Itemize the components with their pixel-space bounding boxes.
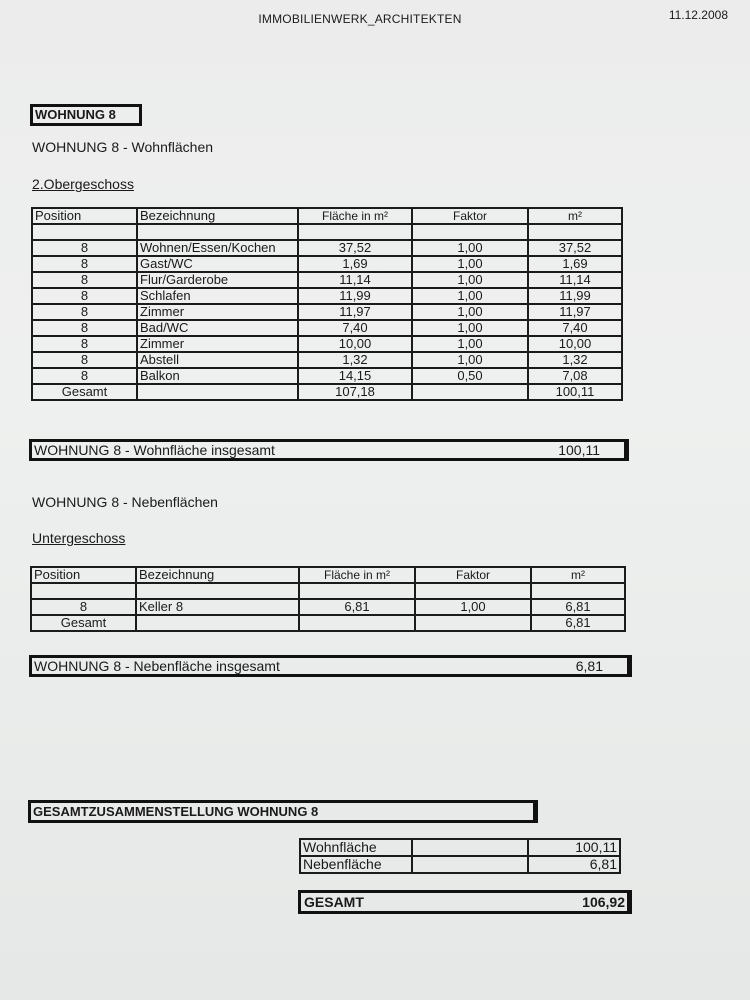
document-date: 11.12.2008 [668, 8, 728, 22]
col-header-bezeichnung: Bezeichnung [137, 208, 298, 224]
total-area: 107,18 [298, 384, 412, 400]
cell-m2: 37,52 [528, 240, 622, 256]
col-header-m2: m² [528, 208, 622, 224]
cell-area: 1,69 [298, 256, 412, 272]
secondary-area-total-bar [29, 655, 632, 677]
apartment-title: WOHNUNG 8 [30, 104, 142, 126]
summary-value: 6,81 [528, 856, 620, 873]
cell-position: 8 [32, 288, 137, 304]
cell-position: 8 [32, 256, 137, 272]
table-row [31, 599, 625, 615]
cell-position: 8 [32, 368, 137, 384]
cell-area: 6,81 [299, 599, 415, 615]
grand-total-value: 106,92 [582, 894, 625, 910]
cell-room: Gast/WC [137, 256, 298, 272]
overall-summary-table [299, 838, 621, 874]
living-area-heading: WOHNUNG 8 - Wohnflächen [32, 139, 214, 155]
cell-area: 11,97 [298, 304, 412, 320]
total-label: Gesamt [32, 384, 137, 400]
cell-factor: 1,00 [415, 599, 531, 615]
cell-position: 8 [32, 240, 137, 256]
secondary-area-heading: WOHNUNG 8 - Nebenflächen [32, 494, 218, 510]
secondary-area-table [30, 566, 626, 632]
table-row [32, 352, 622, 368]
cell-room: Zimmer [137, 304, 298, 320]
col-header-faktor: Faktor [412, 208, 528, 224]
table-row [32, 320, 622, 336]
table-row [32, 288, 622, 304]
cell-factor: 1,00 [412, 352, 528, 368]
summary-row [300, 839, 620, 856]
summary-label: Nebenfläche [300, 856, 412, 873]
secondary-area-total-value: 6,81 [575, 658, 603, 674]
cell-area: 10,00 [298, 336, 412, 352]
cell-area: 14,15 [298, 368, 412, 384]
table-total-row [31, 615, 625, 631]
firm-name: IMMOBILIENWERK_ARCHITEKTEN [258, 12, 462, 26]
cell-factor: 1,00 [412, 272, 528, 288]
col-header-position: Position [31, 567, 136, 583]
table-row-empty [32, 224, 622, 240]
living-area-total-label: WOHNUNG 8 - Wohnfläche insgesamt [34, 442, 275, 458]
cell-factor: 1,00 [412, 304, 528, 320]
cell-m2: 11,97 [528, 304, 622, 320]
cell-position: 8 [32, 320, 137, 336]
cell-factor: 1,00 [412, 320, 528, 336]
cell-room: Abstell [137, 352, 298, 368]
cell-position: 8 [32, 352, 137, 368]
col-header-m2: m² [531, 567, 625, 583]
cell-m2: 6,81 [531, 599, 625, 615]
table-total-row [32, 384, 622, 400]
cell-position: 8 [32, 304, 137, 320]
cell-m2: 11,99 [528, 288, 622, 304]
cell-position: 8 [32, 336, 137, 352]
grand-total-bar [298, 890, 632, 914]
cell-area: 11,14 [298, 272, 412, 288]
cell-area: 37,52 [298, 240, 412, 256]
living-area-total-value: 100,11 [558, 442, 600, 458]
total-label: Gesamt [31, 615, 136, 631]
summary-row [300, 856, 620, 873]
table-row-empty [31, 583, 625, 599]
cell-area: 1,32 [298, 352, 412, 368]
cell-m2: 7,08 [528, 368, 622, 384]
cell-position: 8 [32, 272, 137, 288]
col-header-bezeichnung: Bezeichnung [136, 567, 299, 583]
table-row [32, 256, 622, 272]
overall-summary-title: GESAMTZUSAMMENSTELLUNG WOHNUNG 8 [28, 800, 538, 823]
cell-area: 11,99 [298, 288, 412, 304]
cell-room: Flur/Garderobe [137, 272, 298, 288]
table-row [32, 272, 622, 288]
cell-factor: 0,50 [412, 368, 528, 384]
cell-room: Wohnen/Essen/Kochen [137, 240, 298, 256]
grand-total-label: GESAMT [304, 894, 364, 910]
table-header-row [32, 208, 622, 224]
cell-factor: 1,00 [412, 336, 528, 352]
col-header-flaeche: Fläche in m² [298, 208, 412, 224]
table-row [32, 304, 622, 320]
living-area-table [31, 207, 623, 401]
cell-factor: 1,00 [412, 240, 528, 256]
cell-m2: 1,32 [528, 352, 622, 368]
summary-value: 100,11 [528, 839, 620, 856]
table-row [32, 336, 622, 352]
secondary-floor-label: Untergeschoss [32, 530, 126, 546]
col-header-position: Position [32, 208, 137, 224]
cell-area: 7,40 [298, 320, 412, 336]
cell-room: Zimmer [137, 336, 298, 352]
total-m2: 100,11 [528, 384, 622, 400]
summary-label: Wohnfläche [300, 839, 412, 856]
table-row [32, 368, 622, 384]
cell-m2: 10,00 [528, 336, 622, 352]
cell-position: 8 [31, 599, 136, 615]
cell-factor: 1,00 [412, 256, 528, 272]
cell-factor: 1,00 [412, 288, 528, 304]
table-header-row [31, 567, 625, 583]
cell-room: Schlafen [137, 288, 298, 304]
total-m2: 6,81 [531, 615, 625, 631]
cell-room: Balkon [137, 368, 298, 384]
cell-m2: 1,69 [528, 256, 622, 272]
cell-room: Bad/WC [137, 320, 298, 336]
table-row [32, 240, 622, 256]
living-floor-label: 2.Obergeschoss [32, 176, 134, 192]
living-area-total-bar [29, 439, 629, 461]
cell-m2: 11,14 [528, 272, 622, 288]
secondary-area-total-label: WOHNUNG 8 - Nebenfläche insgesamt [34, 658, 280, 674]
cell-m2: 7,40 [528, 320, 622, 336]
col-header-faktor: Faktor [415, 567, 531, 583]
cell-room: Keller 8 [136, 599, 299, 615]
col-header-flaeche: Fläche in m² [299, 567, 415, 583]
